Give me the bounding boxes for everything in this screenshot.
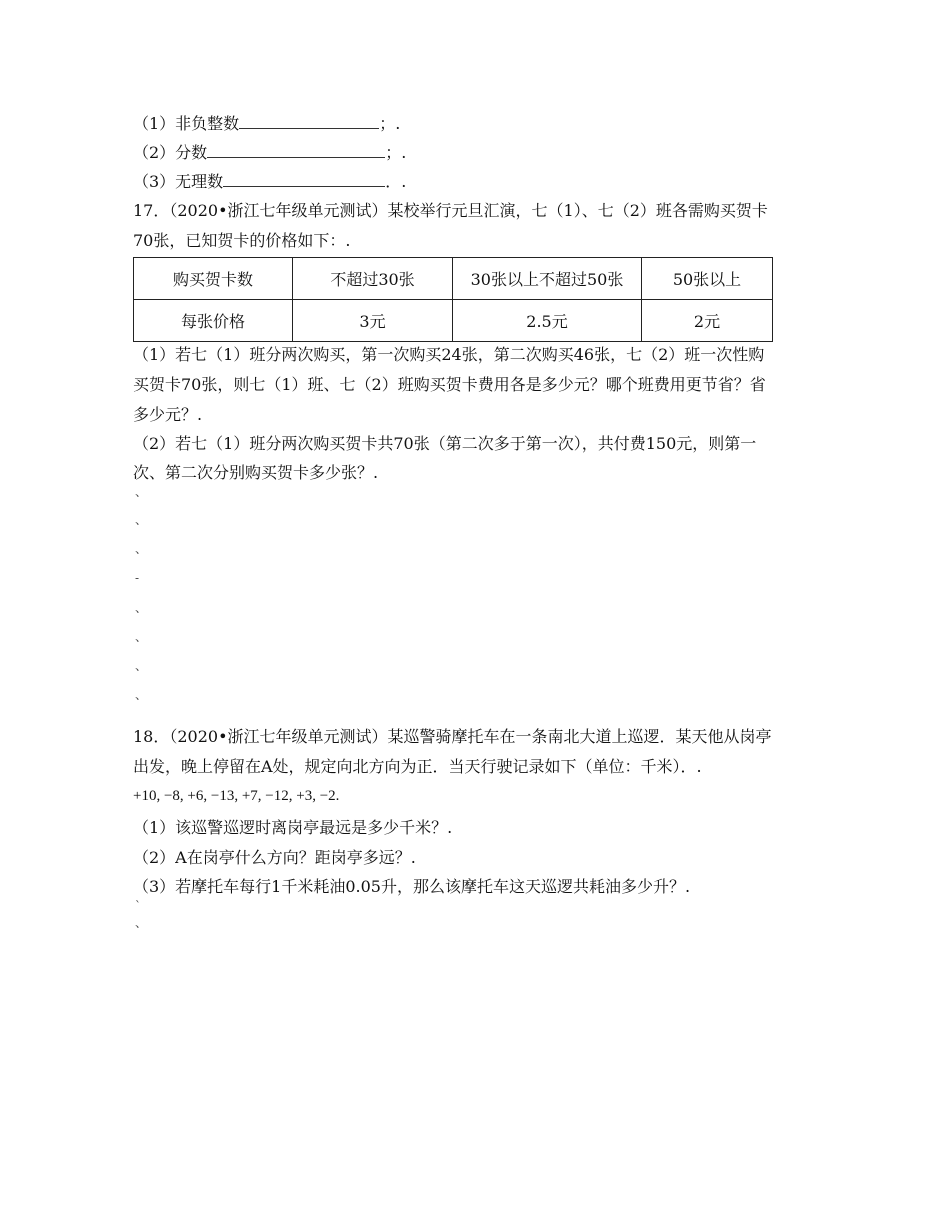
q16-item-3-label: （3）无理数 [133,172,224,191]
q18-intro-line-1: 18．（2020•浙江七年级单元测试）某巡警骑摩托车在一条南北大道上巡逻．某天他从岗亭 [133,727,772,746]
answer-blank[interactable] [223,172,385,187]
table-cell: 不超过30张 [293,258,453,300]
stray-mark: 、 [135,916,148,930]
stray-mark: 、 [135,485,148,499]
table-cell: 3元 [293,300,453,342]
q16-item-2-label: （2）分数 [133,143,208,162]
q16-item-1 [133,114,400,134]
q18-part2: （2）A在岗亭什么方向？距岗亭多远？. [133,848,416,867]
q16-item-1-label: （1）非负整数 [133,114,240,133]
stray-mark: 、 [135,630,148,644]
q17-part2-line-1: （2）若七（1）班分两次购买贺卡共70张（第二次多于第一次），共付费150元，则第一 [133,434,757,453]
stray-mark: 、 [135,601,148,615]
answer-blank[interactable] [239,114,379,129]
q18-record: +10, −8, +6, −13, +7, −12, +3, −2. [133,788,340,804]
table-cell: 50张以上 [642,258,773,300]
q17-intro-line-2: 70张，已知贺卡的价格如下：. [133,231,351,250]
q17-part1-line-1: （1）若七（1）班分两次购买，第一次购买24张，第二次购买46张，七（2）班一次性购 [133,345,765,364]
stray-mark: - [135,571,140,585]
table-cell: 购买贺卡数 [134,258,293,300]
q18-intro-line-2: 出发，晚上停留在A处，规定向北方向为正．当天行驶记录如下（单位：千米）．. [133,757,702,776]
q16-item-3 [133,172,406,192]
stray-mark: 、 [135,659,148,673]
q17-part1-line-2: 买贺卡70张，则七（1）班、七（2）班购买贺卡费用各是多少元？哪个班费用更节省？省 [133,375,766,394]
table-cell: 每张价格 [134,300,293,342]
q18-part1: （1）该巡警巡逻时离岗亭最远是多少千米？. [133,818,453,837]
q17-part1-line-3: 多少元？. [133,405,203,424]
stray-mark: 、 [135,513,148,527]
stray-mark: ` [135,899,141,913]
q18-part3: （3）若摩托车每行1千米耗油0.05升，那么该摩托车这天巡逻共耗油多少升？. [133,877,691,896]
table-cell: 2元 [642,300,773,342]
table-cell: 2.5元 [453,300,642,342]
table-row [134,258,773,300]
q17-intro-line-1: 17．（2020•浙江七年级单元测试）某校举行元旦汇演，七（1）、七（2）班各需购买贺卡 [133,201,768,220]
q17-part2-line-2: 次、第二次分别购买贺卡多少张？. [133,463,379,482]
q16-item-2-end: ；. [385,143,407,162]
q16-item-3-end: ．. [385,172,407,191]
answer-blank[interactable] [207,143,385,158]
table-cell: 30张以上不超过50张 [453,258,642,300]
q16-item-1-end: ；. [379,114,401,133]
stray-mark: 、 [135,688,148,702]
q16-item-2 [133,143,406,163]
price-table [133,257,773,342]
stray-mark: 、 [135,542,148,556]
table-row [134,300,773,342]
